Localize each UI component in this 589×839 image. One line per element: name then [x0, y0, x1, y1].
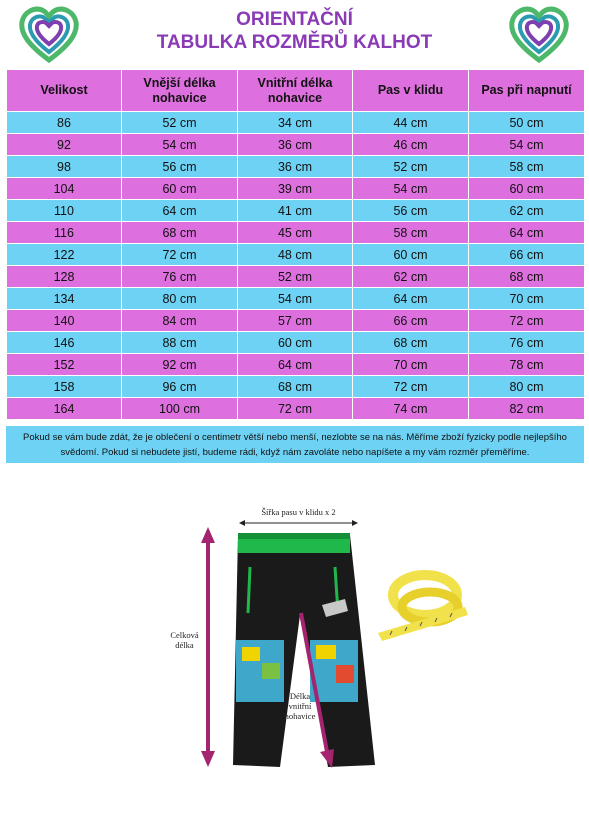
cell-outer-length: 96 cm — [122, 376, 238, 398]
cell-size: 86 — [7, 112, 122, 134]
cell-inner-length: 64 cm — [238, 354, 353, 376]
size-table — [6, 69, 585, 420]
cell-inner-length: 72 cm — [238, 398, 353, 420]
cell-size: 116 — [7, 222, 122, 244]
cell-waist-stretched: 70 cm — [469, 288, 585, 310]
cell-outer-length: 68 cm — [122, 222, 238, 244]
cell-inner-length: 41 cm — [238, 200, 353, 222]
cell-size: 158 — [7, 376, 122, 398]
cell-waist-stretched: 54 cm — [469, 134, 585, 156]
pants-illustration — [150, 495, 495, 835]
cell-outer-length: 76 cm — [122, 266, 238, 288]
cell-waist-relaxed: 52 cm — [353, 156, 469, 178]
cell-waist-relaxed: 60 cm — [353, 244, 469, 266]
cell-size: 134 — [7, 288, 122, 310]
cell-inner-length: 57 cm — [238, 310, 353, 332]
cell-size: 110 — [7, 200, 122, 222]
cell-outer-length: 52 cm — [122, 112, 238, 134]
cell-inner-length: 54 cm — [238, 288, 353, 310]
cell-outer-length: 64 cm — [122, 200, 238, 222]
table-row — [7, 112, 585, 134]
disclaimer-note — [6, 426, 584, 463]
inner-length-label: Délka vnitřní nohavice — [284, 691, 316, 721]
table-row — [7, 134, 585, 156]
table-row — [7, 398, 585, 420]
cell-outer-length: 80 cm — [122, 288, 238, 310]
cell-waist-relaxed: 70 cm — [353, 354, 469, 376]
table-row — [7, 376, 585, 398]
header-waist-stretched: Pas při napnutí — [469, 70, 585, 112]
cell-inner-length: 52 cm — [238, 266, 353, 288]
cell-waist-relaxed: 68 cm — [353, 332, 469, 354]
table-row — [7, 156, 585, 178]
table-row — [7, 266, 585, 288]
table-row — [7, 244, 585, 266]
cell-waist-stretched: 50 cm — [469, 112, 585, 134]
outer-length-label: Celková délka — [170, 630, 199, 650]
cell-size: 98 — [7, 156, 122, 178]
cell-size: 104 — [7, 178, 122, 200]
cell-inner-length: 48 cm — [238, 244, 353, 266]
measurement-diagram — [150, 495, 495, 835]
title-line-2: TABULKA ROZMĚRŮ KALHOT — [156, 32, 433, 53]
cell-size: 128 — [7, 266, 122, 288]
cell-waist-stretched: 62 cm — [469, 200, 585, 222]
page-title — [0, 8, 589, 54]
cell-waist-stretched: 76 cm — [469, 332, 585, 354]
cell-waist-relaxed: 54 cm — [353, 178, 469, 200]
note-line-1: Pokud se vám bude zdát, že je oblečení o centimetr větší nebo menší, nezlobte se na nás. Měříme zboží fyzicky podle nejlepšího — [23, 432, 567, 443]
table-row — [7, 200, 585, 222]
cell-outer-length: 84 cm — [122, 310, 238, 332]
header-size: Velikost — [7, 70, 122, 112]
cell-inner-length: 39 cm — [238, 178, 353, 200]
cell-outer-length: 100 cm — [122, 398, 238, 420]
note-line-2: svědomí. Pokud si nebudete jistí, budeme rádi, když nám zavoláte nebo napíšete a my vám rozměr přeměříme. — [60, 447, 530, 458]
header-outer-length: Vnější délka nohavice — [122, 70, 238, 112]
cell-size: 140 — [7, 310, 122, 332]
waist-label: Šířka pasu v klidu x 2 — [261, 507, 336, 517]
cell-waist-stretched: 68 cm — [469, 266, 585, 288]
cell-inner-length: 36 cm — [238, 156, 353, 178]
cell-inner-length: 45 cm — [238, 222, 353, 244]
cell-waist-stretched: 72 cm — [469, 310, 585, 332]
cell-waist-relaxed: 72 cm — [353, 376, 469, 398]
header-inner-length: Vnitřní délka nohavice — [238, 70, 353, 112]
cell-waist-stretched: 78 cm — [469, 354, 585, 376]
cell-waist-relaxed: 58 cm — [353, 222, 469, 244]
cell-outer-length: 56 cm — [122, 156, 238, 178]
table-header-row — [7, 70, 585, 112]
measuring-tape-icon — [378, 575, 468, 641]
cell-waist-stretched: 60 cm — [469, 178, 585, 200]
cell-size: 152 — [7, 354, 122, 376]
table-row — [7, 332, 585, 354]
cell-size: 146 — [7, 332, 122, 354]
table-row — [7, 288, 585, 310]
cell-waist-relaxed: 46 cm — [353, 134, 469, 156]
cell-outer-length: 92 cm — [122, 354, 238, 376]
cell-waist-relaxed: 44 cm — [353, 112, 469, 134]
table-row — [7, 222, 585, 244]
cell-outer-length: 60 cm — [122, 178, 238, 200]
cell-waist-relaxed: 62 cm — [353, 266, 469, 288]
table-row — [7, 178, 585, 200]
cell-waist-stretched: 82 cm — [469, 398, 585, 420]
cell-outer-length: 88 cm — [122, 332, 238, 354]
cell-size: 164 — [7, 398, 122, 420]
cell-outer-length: 72 cm — [122, 244, 238, 266]
cell-waist-stretched: 64 cm — [469, 222, 585, 244]
cell-waist-stretched: 80 cm — [469, 376, 585, 398]
title-line-1: ORIENTAČNÍ — [236, 9, 353, 30]
header-waist-relaxed: Pas v klidu — [353, 70, 469, 112]
cell-waist-relaxed: 66 cm — [353, 310, 469, 332]
cell-size: 92 — [7, 134, 122, 156]
cell-waist-stretched: 58 cm — [469, 156, 585, 178]
cell-waist-relaxed: 56 cm — [353, 200, 469, 222]
cell-waist-relaxed: 64 cm — [353, 288, 469, 310]
cell-waist-stretched: 66 cm — [469, 244, 585, 266]
cell-waist-relaxed: 74 cm — [353, 398, 469, 420]
table-row — [7, 354, 585, 376]
cell-inner-length: 60 cm — [238, 332, 353, 354]
cell-size: 122 — [7, 244, 122, 266]
cell-inner-length: 68 cm — [238, 376, 353, 398]
cell-inner-length: 34 cm — [238, 112, 353, 134]
table-row — [7, 310, 585, 332]
cell-outer-length: 54 cm — [122, 134, 238, 156]
cell-inner-length: 36 cm — [238, 134, 353, 156]
